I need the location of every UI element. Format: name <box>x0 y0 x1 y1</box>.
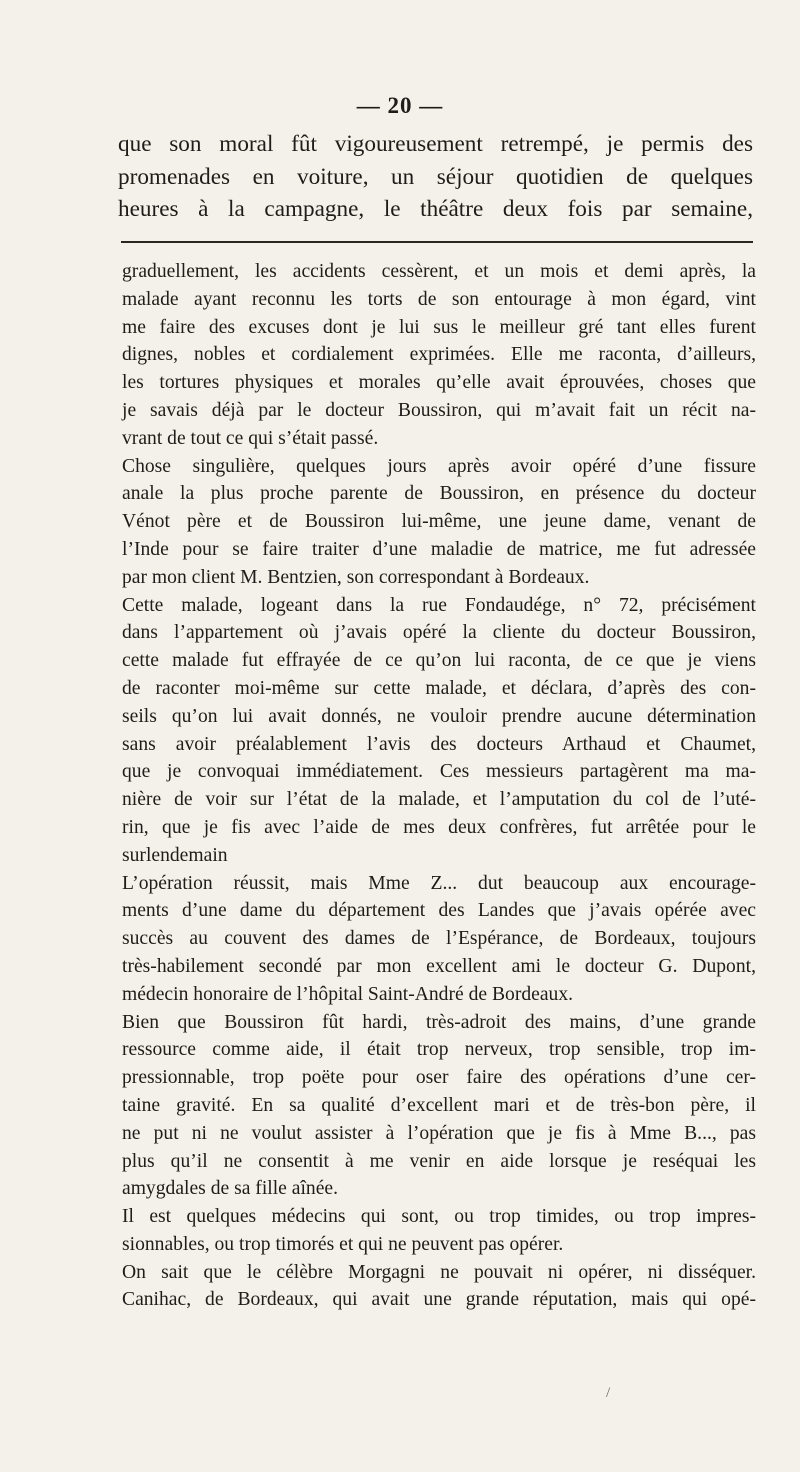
footnote-text-line: Canihac, de Bordeaux, qui avait une grande réputation, mais qui opé- <box>122 1289 756 1311</box>
footnote-text-line: surlendemain <box>122 844 228 866</box>
footnote-text-line: L’opération réussit, mais Mme Z... dut beaucoup aux encourage- <box>122 872 756 894</box>
footnote-text-line: que je convoquai immédiatement. Ces messieurs partagèrent ma ma- <box>122 761 756 783</box>
footnote-text-line: vrant de tout ce qui s’était passé. <box>122 427 379 449</box>
footnote-text-line: plus qu’il ne consentit à me venir en aide lorsque je reséquai les <box>122 1150 756 1172</box>
footnote-text-line: graduellement, les accidents cessèrent, et un mois et demi après, la <box>122 261 756 282</box>
footnote-text-line: rin, que je fis avec l’aide de mes deux confrères, fut arrêtée pour le <box>122 816 756 838</box>
footnote-text-line: Cette malade, logeant dans la rue Fondaudége, n° 72, précisément <box>122 594 756 616</box>
footnote-text-line: très-habilement secondé par mon excellent ami le docteur G. Dupont, <box>122 955 756 977</box>
main-text-line: que son moral fût vigoureusement retrempé, je permis des <box>118 131 753 157</box>
footnote-text-line: ments d’une dame du département des Landes que j’avais opérée avec <box>122 900 756 922</box>
main-text-line: promenades en voiture, un séjour quotidien de quelques <box>118 163 753 190</box>
footnote-text-line: succès au couvent des dames de l’Espérance, de Bordeaux, toujours <box>122 928 756 950</box>
footnote-text-line: Chose singulière, quelques jours après avoir opéré d’une fissure <box>122 455 756 477</box>
footnote-text-line: ne put ni ne voulut assister à l’opération que je fis à Mme B..., pas <box>122 1122 756 1144</box>
footnote-text-line: malade ayant reconnu les torts de son entourage à mon égard, vint <box>122 288 756 310</box>
footnote-text-line: l’Inde pour se faire traiter d’une maladie de matrice, me fut adressée <box>122 538 756 560</box>
footnote-text-line: sionnables, ou trop timorés et qui ne peuvent pas opérer. <box>122 1233 564 1255</box>
footnote-text-line: dans l’appartement où j’avais opéré la cliente du docteur Boussiron, <box>122 622 756 644</box>
footnote-text-line: je savais déjà par le docteur Boussiron, qui m’avait fait un récit na- <box>122 399 756 421</box>
footnote-text-line: Bien que Boussiron fût hardi, très-adroit des mains, d’une grande <box>122 1011 756 1033</box>
main-text-line: heures à la campagne, le théâtre deux fois par semaine, <box>118 196 753 222</box>
footnote-text-line: me faire des excuses dont je lui sus le meilleur gré tant elles furent <box>122 316 756 338</box>
footnote-text-line: cette malade fut effrayée de ce qu’on lui raconta, de ce que je viens <box>122 650 756 672</box>
footnote-text-line: Il est quelques médecins qui sont, ou trop timides, ou trop impres- <box>122 1206 756 1228</box>
footnote-text-line: seils qu’on lui avait donnés, ne vouloir prendre aucune détermination <box>122 705 756 727</box>
footnote-text-block <box>122 258 756 1314</box>
footnote-text-line: Vénot père et de Boussiron lui-même, une jeune dame, venant de <box>122 511 756 533</box>
footnote-text-line: On sait que le célèbre Morgagni ne pouvait ni opérer, ni disséquer. <box>122 1261 756 1283</box>
footnote-text-line: médecin honoraire de l’hôpital Saint-André de Bordeaux. <box>122 983 574 1005</box>
footnote-text-line: dignes, nobles et cordialement exprimées. Elle me raconta, d’ailleurs, <box>122 344 756 366</box>
main-text-block <box>118 128 753 226</box>
footnote-text-line: taine gravité. En sa qualité d’excellent mari et de très-bon père, il <box>122 1094 756 1116</box>
footnote-text-line: pressionnable, trop poëte pour oser faire des opérations d’une cer- <box>122 1067 756 1089</box>
footnote-text-line: amygdales de sa fille aînée. <box>122 1178 338 1200</box>
footnote-text-line: ressource comme aide, il était trop nerveux, trop sensible, trop im- <box>122 1039 756 1061</box>
footnote-text-line: anale la plus proche parente de Boussiron, en présence du docteur <box>122 483 756 505</box>
separator-rule <box>121 241 753 243</box>
page-number: — 20 — <box>356 93 444 118</box>
footnote-text-line: les tortures physiques et morales qu’elle avait éprouvées, choses que <box>122 372 756 394</box>
footnote-text-line: nière de voir sur l’état de la malade, et l’amputation du col de l’uté- <box>122 789 756 811</box>
footnote-text-line: par mon client M. Bentzien, son correspondant à Bordeaux. <box>122 566 590 588</box>
stray-mark: / <box>606 1385 611 1401</box>
footnote-text-line: sans avoir préalablement l’avis des docteurs Arthaud et Chaumet, <box>122 733 756 755</box>
footnote-text-line: de raconter moi-même sur cette malade, et déclara, d’après des con- <box>122 677 756 699</box>
